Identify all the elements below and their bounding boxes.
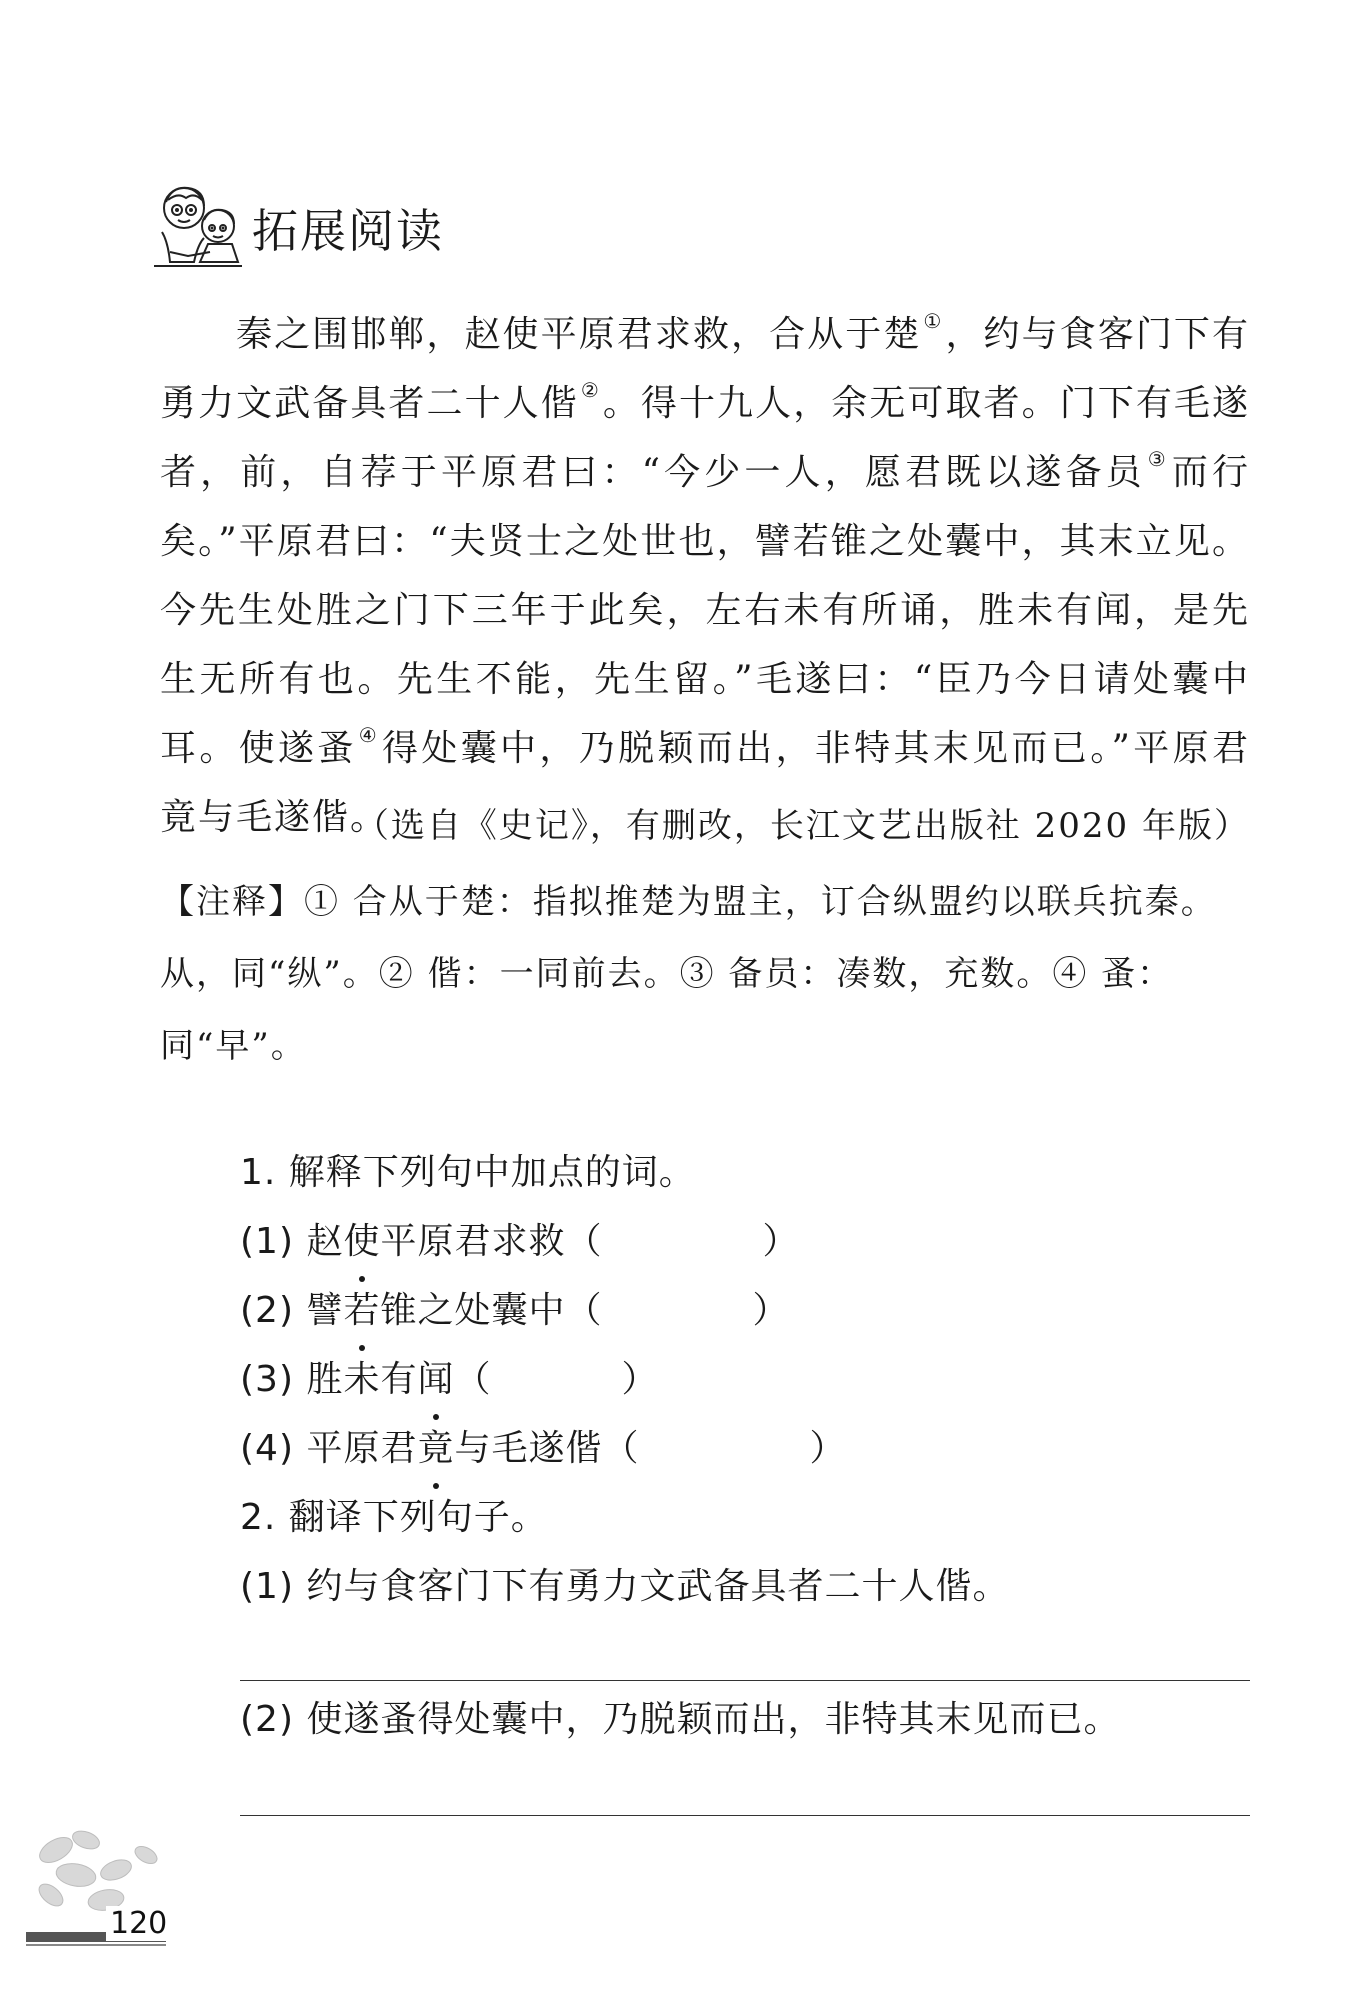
item-text: 平原君求救（: [380, 1221, 603, 1262]
question-2-item: [240, 1685, 1250, 1754]
section-title: 拓展阅读: [252, 204, 444, 258]
item-number: (4): [240, 1428, 294, 1469]
answer-line[interactable]: [240, 1680, 1250, 1681]
item-text: 约与食客门下有勇力文武备具者二十人偕。: [306, 1566, 1010, 1607]
bracket-close: ）: [809, 1428, 847, 1469]
passage-source: （选自《史记》，有删改，长江文艺出版社 2020 年版）: [354, 806, 1250, 846]
dotted-word: 竟: [417, 1414, 454, 1483]
passage-text: 秦之围邯郸，赵使平原君求救，合从于楚: [236, 314, 922, 355]
bracket-close: ）: [752, 1290, 790, 1331]
item-text: 与毛遂偕（: [454, 1428, 640, 1469]
question-1-item: [240, 1207, 1250, 1276]
exercise-questions: [240, 1138, 1250, 1754]
passage-paragraph: [160, 300, 1250, 852]
dotted-word: 闻: [417, 1345, 454, 1414]
passage-text: ，约与食客门下有勇力文武备具者二十人偕: [160, 314, 1250, 424]
question-1-prompt: 1. 解释下列句中加点的词。: [240, 1152, 696, 1193]
item-number: (1): [240, 1221, 294, 1262]
question-1-item: [240, 1276, 1250, 1345]
footnote-marker: ②: [580, 378, 601, 402]
bracket-close: ）: [762, 1221, 800, 1262]
page-number: 120: [106, 1906, 171, 1941]
bracket-close: ）: [621, 1359, 659, 1400]
section-header: [148, 178, 444, 278]
item-number: (2): [240, 1699, 294, 1740]
question-2-prompt: 2. 翻译下列句子。: [240, 1497, 548, 1538]
item-text: 赵: [306, 1221, 344, 1262]
question-2-item: [240, 1552, 1250, 1621]
dotted-word: 若: [343, 1276, 380, 1345]
annotations-label: 【注释】: [160, 882, 304, 922]
answer-line[interactable]: [240, 1815, 1250, 1816]
passage-text: 得处囊中，乃脱颖而出，非特其末见而已。”平原君竟与毛遂偕。: [160, 728, 1250, 838]
item-text: 使遂蚤得处囊中，乃脱颖而出，非特其末见而已。: [306, 1699, 1121, 1740]
footnote-marker: ④: [358, 723, 381, 747]
passage-text: 而行矣。”平原君曰：“夫贤士之处世也，譬若锥之处囊中，其末立见。今先生处胜之门下三年于此矣，左右未有所诵，胜未有闻，是先生无所有也。先生不能，先生留。”毛遂曰：“臣乃今日请处囊中耳。使遂蚤: [160, 452, 1250, 769]
footnote-marker: ③: [1147, 447, 1170, 471]
item-number: (3): [240, 1359, 294, 1400]
annotations: [160, 866, 1250, 1082]
item-text: 锥之处囊中（: [380, 1290, 603, 1331]
dotted-word: 使: [343, 1207, 380, 1276]
question-1-item: [240, 1414, 1250, 1483]
annotations-text: ① 合从于楚：指拟推楚为盟主，订合纵盟约以联兵抗秦。从，同“纵”。② 偕：一同前去。③ 备员：凑数，充数。④ 蚤：同“早”。: [160, 882, 1217, 1066]
item-text: 胜未有: [306, 1359, 418, 1400]
item-number: (2): [240, 1290, 294, 1331]
footnote-marker: ①: [923, 309, 944, 333]
item-text: 平原君: [306, 1428, 418, 1469]
reading-kids-illustration: [148, 182, 248, 274]
question-1-item: [240, 1345, 1250, 1414]
item-number: (1): [240, 1566, 294, 1607]
item-text: 譬: [306, 1290, 344, 1331]
reading-passage: [160, 300, 1250, 852]
item-text: （: [454, 1359, 492, 1400]
passage-text: 。得十九人，余无可取者。门下有毛遂者，前，自荐于平原君曰：“今少一人，愿君既以遂备员: [160, 383, 1250, 493]
